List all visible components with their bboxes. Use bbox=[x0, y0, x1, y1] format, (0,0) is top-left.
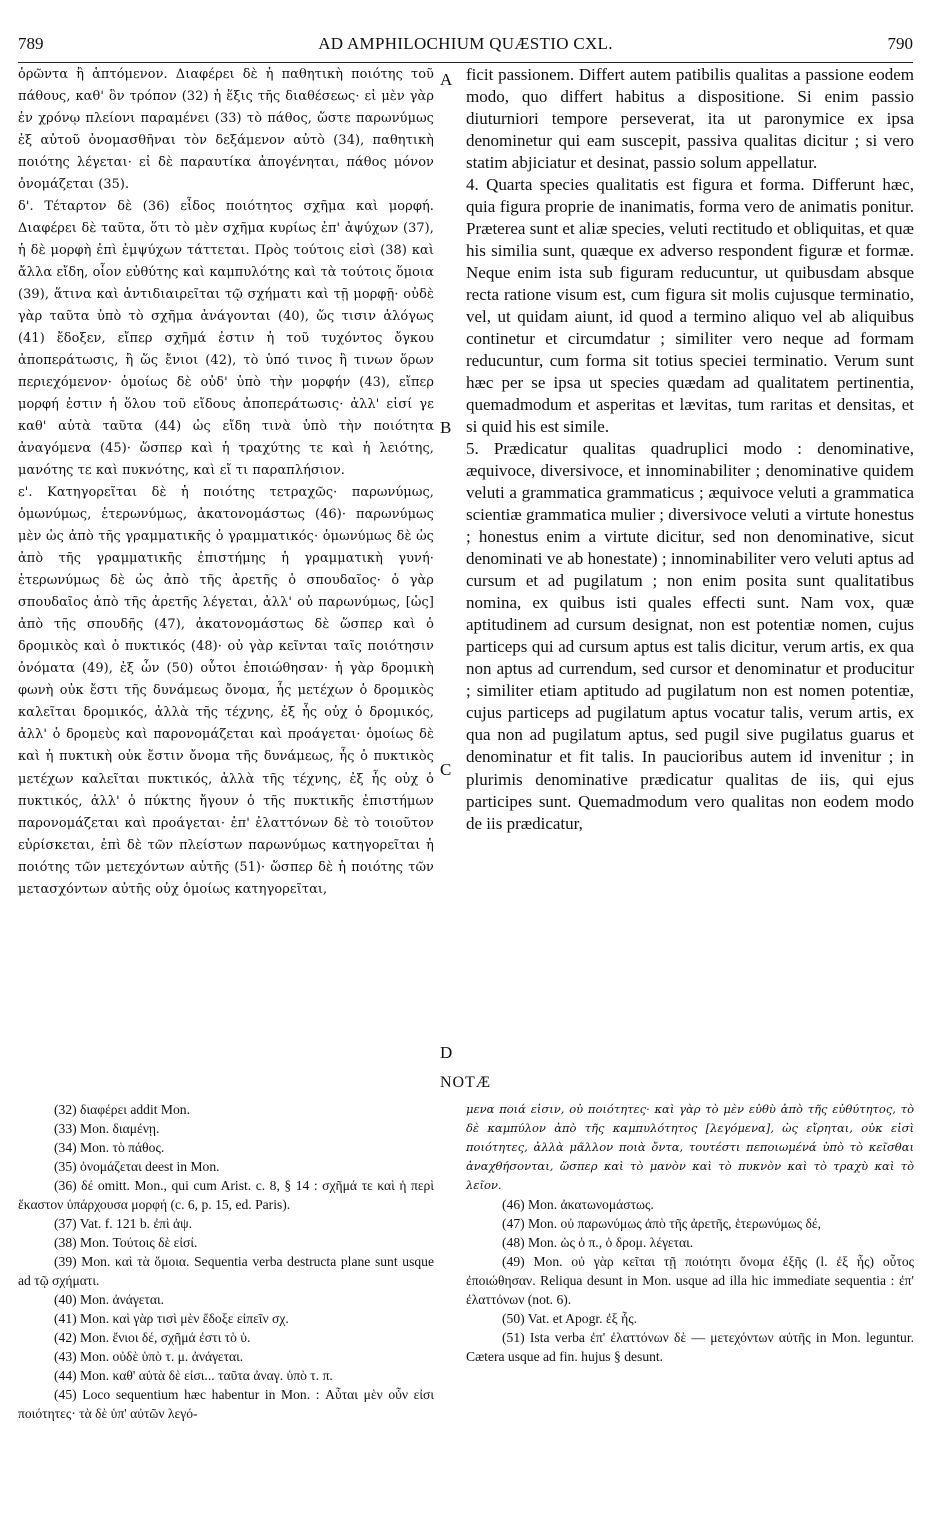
greek-paragraph: ὁρῶντα ἢ ἁπτόμενον. Διαφέρει δὲ ἡ παθητικὴ ποιότης τοῦ πάθους, καθ' ὃν τρόπον (32) ἡ ἕξις τῆς διαθέσεως· εἰ μὲν γὰρ ἐν χρόνῳ πλείονι παραμένει (33) τὸ πάθος, ὥστε παρωνύμως ἐξ αὐτοῦ ὀνομασθῆναι τὸν δεξάμενον αὐτὸ (34), παθητικὴ ποιότης λέγεται· εἰ δὲ παραυτίκα ἀπογένηται, πάθος μόνον ὀνομάζεται (35). bbox=[18, 67, 434, 193]
header-rule bbox=[18, 62, 913, 63]
notes-right-column bbox=[466, 1100, 914, 1366]
notes-heading: NOTÆ bbox=[439, 1074, 492, 1091]
latin-column bbox=[466, 64, 914, 835]
greek-paragraph: ε'. Κατηγορεῖται δὲ ἡ ποιότης τετραχῶς· παρωνύμως, ὁμωνύμως, ἑτερωνύμως, ἀκατονομάστως (46)· παρωνύμως μὲν ὡς ἀπὸ τῆς γραμματικῆς ὁ γραμματικός· ὁμωνύμως δὲ ὡς ἀπὸ τῆς γραμματικῆς ἐπιστήμης ἡ γραμματικὴ γυνή· ἑτερωνύμως δὲ ὡς ἀπὸ τῆς ἀρετῆς ὁ σπουδαῖος· ὁ γὰρ σπουδαῖος ἀπὸ τῆς ἀρετῆς λέγεται, ἀλλ' οὐ παρωνύμως, [ὡς] ἀπὸ τῆς σπουδῆς (47), ἀκατονομάστως δὲ ὥσπερ καὶ ὁ δρομικὸς καὶ ὁ πυκτικός (48)· οὐ γὰρ κεῖνται ταῖς ποιότησιν ὀνόματα (49), ἐξ ὧν (50) οὗτοι ἐποιώθησαν· ἡ γὰρ δρομικὴ φωνὴ οὐκ ἔστι τῆς δυνάμεως ὄνομα, ἧς μετέχων ὁ δρομικὸς καλεῖται δρομικός, ἀλλὰ τῆς τέχνης, ἐξ ἧς οὐχ ὁ δρομικός, ἀλλ' ὁ δρομεὺς καὶ παρονομάζεται καὶ προάγεται· ὁμοίως δὲ καὶ ἡ πυκτικὴ οὐκ ἔστιν ὄνομα τῆς δυνάμεως, ἧς ὁ πυκτικὸς μετέχων καλεῖται πυκτικός, ἀλλὰ τῆς τέχνης, ἐξ ἧς οὐχ ὁ πυκτικός, ἀλλ' ὁ πύκτης ἤγουν ὁ τῆς πυκτικῆς ἐπιστήμων παρονομάζεται καὶ προάγεται· ἐπ' ἐλαττόνων δὲ τὸ τοιοῦτον εὑρίσκεται, ἐπὶ δὲ τῶν πλείστων παρωνύμως κατηγορεῖται ἡ ποιότης τῶν μετεχόντων αὐτῆς (51)· ὥσπερ δὲ ἡ ποιότης τῶν μετασχόντων αὐτῆς οὐχ ὁμοίως κατηγορεῖται, bbox=[18, 485, 434, 897]
footnote: (47) Mon. οὐ παρωνύμως ἀπὸ τῆς ἀρετῆς, ἑτερωνύμως δέ, bbox=[502, 1216, 821, 1231]
margin-letter-d: D bbox=[440, 1043, 453, 1062]
footnote: (41) Mon. καὶ γὰρ τισὶ μὲν ἔδοξε εἰπεῖν σχ. bbox=[54, 1311, 289, 1326]
footnote: (44) Mon. καθ' αὑτὰ δὲ εἰσι... ταῦτα ἀναγ. ὑπὸ τ. π. bbox=[54, 1368, 333, 1383]
footnote: (42) Mon. ἔνιοι δέ, σχῆμά ἐστι τὸ ὑ. bbox=[54, 1330, 251, 1345]
notes-left-column bbox=[18, 1100, 434, 1423]
footnote: (43) Mon. οὐδὲ ὑπὸ τ. μ. ἀνάγεται. bbox=[54, 1349, 244, 1364]
footnote: (48) Mon. ὡς ὁ π., ὁ δρομ. λέγεται. bbox=[502, 1235, 694, 1250]
margin-letter-b: B bbox=[440, 418, 452, 437]
page-number-left: 789 bbox=[18, 34, 44, 53]
greek-paragraph: δ'. Τέταρτον δὲ (36) εἶδος ποιότητος σχῆμα καὶ μορφή. Διαφέρει δὲ ταῦτα, ὅτι τὸ μὲν σχῆμα κυρίως ἐπ' ἀψύχων (37), ἡ δὲ μορφὴ ἐπὶ ἐμψύχων τάττεται. Πρὸς τούτοις εἰσὶ (38) καὶ ἄλλα εἴδη, οἷον εὐθύτης καὶ καμπυλότης καὶ τὰ τούτοις ὅμοια (39), ἅτινα καὶ ἀντιδιαιρεῖται τῷ σχήματι καὶ τῇ μορφῇ· οὐδὲ γὰρ ταῦτα ὑπὸ τὸ σχῆμα ἀνάγονται (40), ὥς τισιν ἀλόγως (41) ἔδοξεν, εἴπερ σχῆμά ἐστιν ἡ τοῦ τυχόντος ὄγκου ἀποπεράτωσις, ἢ ὥς ἔνιοι (42), τὸ ὑπό τινος ἢ τινων ὅρων περιεχόμενον· ὁμοίως δὲ οὐδ' ὑπὸ τὴν μορφήν (43), εἴπερ μορφή ἐστιν ἡ ὅλου τοῦ εἴδους ἀποπεράτωσις· ἀλλ' εἰσί γε καθ' αὑτὰ ταῦτα (44) ὡς εἴδη τινὰ ὑπὸ τὴν ποιότητα ἀναγόμενα (45)· ὥσπερ καὶ ἡ τραχύτης τε καὶ ἡ λειότης, μανότης τε καὶ πυκνότης, καὶ εἴ τι παραπλήσιον. bbox=[18, 199, 434, 479]
footnote: (51) Ista verba ἐπ' ἐλαττόνων δὲ — μετεχόντων αὐτῆς in Mon. leguntur. Cætera usque ad fin. hujus § desunt. bbox=[466, 1330, 914, 1364]
footnote: (34) Mon. τὸ πάθος. bbox=[54, 1140, 165, 1155]
footnote: (32) διαφέρει addit Mon. bbox=[54, 1102, 190, 1117]
margin-letter-c: C bbox=[440, 760, 452, 779]
footnote: (35) ὀνομάζεται deest in Mon. bbox=[54, 1159, 220, 1174]
running-header bbox=[18, 34, 913, 60]
margin-letter-a: A bbox=[440, 70, 453, 89]
footnote: (50) Vat. et Apogr. ἐξ ἧς. bbox=[502, 1311, 638, 1326]
greek-column bbox=[18, 64, 434, 901]
latin-paragraph: 4. Quarta species qualitatis est figura et forma. Differunt hæc, quia figura proprie de inanimatis, forma vero de animatis ponitur. Præterea sunt et aliæ species, veluti rectitudo et obliquitas, et quæ his similia sunt, quæque ex adverso respondent figuræ et formæ. Neque enim ista sub figuram reducuntur, ut quibusdam absque recta ratione visum est, cum figura sit molis cujusque terminatio, vel, ut quidam aiunt, id quod a termino aliquo vel ab aliquibus continetur et circumdatur ; similiter vero neque ad formam reducuntur, cum forma sit totius speciei terminatio. Verum sunt hæc per se ipsa ut species quædam ad qualitatem pertinentia, quemadmodum et asperitas et lævitas, tum raritas et densitas, et si quid his est simile. bbox=[466, 175, 914, 437]
footnote: (33) Mon. διαμένῃ. bbox=[54, 1121, 160, 1136]
footnote: (36) δέ omitt. Mon., qui cum Arist. c. 8, § 14 : σχῆμά τε καὶ ἡ περὶ ἕκαστον ὑπάρχουσα μορφή (c. 6, p. 15, ed. Paris). bbox=[18, 1178, 434, 1212]
footnote: (46) Mon. ἀκατωνομάστως. bbox=[502, 1197, 654, 1212]
page-number-right: 790 bbox=[887, 34, 913, 53]
running-title: AD AMPHILOCHIUM QUÆSTIO CXL. bbox=[318, 34, 613, 53]
footnote: (45) Loco sequentium hæc habentur in Mon. : Αὗται μὲν οὖν εἰσι ποιότητες· τὰ δὲ ὑπ' αὐτῶν λεγό- bbox=[18, 1387, 434, 1421]
latin-paragraph: 5. Prædicatur qualitas quadruplici modo : denominative, æquivoce, diversivoce, et innominabiliter ; denominative quidem veluti a grammatica grammaticus ; æquivoce veluti a grammatica scientiæ grammatica mulier ; diversivoce veluti a virtute honestus ; honestus enim a virtute dicitur, sed non denominative, sicut denominati ve ab honestate) ; innominabiliter vero veluti aptus ad cursum et ad pugilatum ; non enim posita sunt qualitatibus nomina, ex quibus isti quales effecti sunt. Nam vox, quæ aptitudinem ad cursum designat, non est potentiæ nomen, cujus particeps qui ad cursum aptus est talis dicitur, verum artis, ex qua non aptus ad currendum, sed cursor et denominatur et producitur ; similiter etiam aptitudo ad pugilatum non est nomen potentiæ, cujus particeps ad pugilatum aptus vocatur talis, verum artis, ex qua non ad pugilatum aptus, sed pugil sive pugilatus guarus et denominatur et fit talis. In paucioribus autem id invenitur ; in plurimis denominative prædicatur qualitas de iis, qui ejus participes sunt. Quemadmodum vero qualitas non eodem modo de iis prædicatur, bbox=[466, 439, 914, 833]
latin-paragraph: ficit passionem. Differt autem patibilis qualitas a passione eodem modo, quo differt habitus a dispositione. Si enim passio diuturniori tempore perseverat, ita ut paronymice ex ipsa denominetur qui eam suscepit, passiva qualitas dicitur ; si vero statim abjiciatur et desinat, passio solum appellatur. bbox=[466, 65, 914, 173]
footnote: (40) Mon. ἀνάγεται. bbox=[54, 1292, 165, 1307]
footnote: (49) Mon. οὐ γὰρ κεῖται τῇ ποιότητι ὄνομα ἐξῆς (l. ἐξ ἧς) οὗτος ἐποιώθησαν. Reliqua desunt in Mon. usque ad illa hic immediate sequentia : ἐπ' ἐλαττόνων (not. 6). bbox=[466, 1254, 914, 1307]
footnote: (39) Mon. καὶ τὰ ὅμοια. Sequentia verba destructa plane sunt usque ad τῷ σχήματι. bbox=[18, 1254, 434, 1288]
footnote: (37) Vat. f. 121 b. ἐπὶ ἀψ. bbox=[54, 1216, 193, 1231]
footnote: (38) Mon. Τούτοις δὲ εἰσί. bbox=[54, 1235, 198, 1250]
footnote-continuation: μενα ποιά εἰσιν, οὐ ποιότητες· καὶ γὰρ τὸ μὲν εὐθὺ ἀπὸ τῆς εὐθύτητος, τὸ δὲ καμπύλον ἀπὸ τῆς καμπυλότητος [λεγόμενα], ὡς εἴρηται, οὐκ εἰσὶ ποιότητες, ἀλλὰ μᾶλλον ποιὰ ὄντα, τουτέστι πεποιωμένά ὑπὸ τὸ κεῖσθαι ἀναχθήσονται, ὥσπερ καὶ τὸ μανὸν καὶ τὸ πυκνὸν καὶ τὸ τραχὺ καὶ τὸ λεῖον. bbox=[466, 1102, 914, 1192]
